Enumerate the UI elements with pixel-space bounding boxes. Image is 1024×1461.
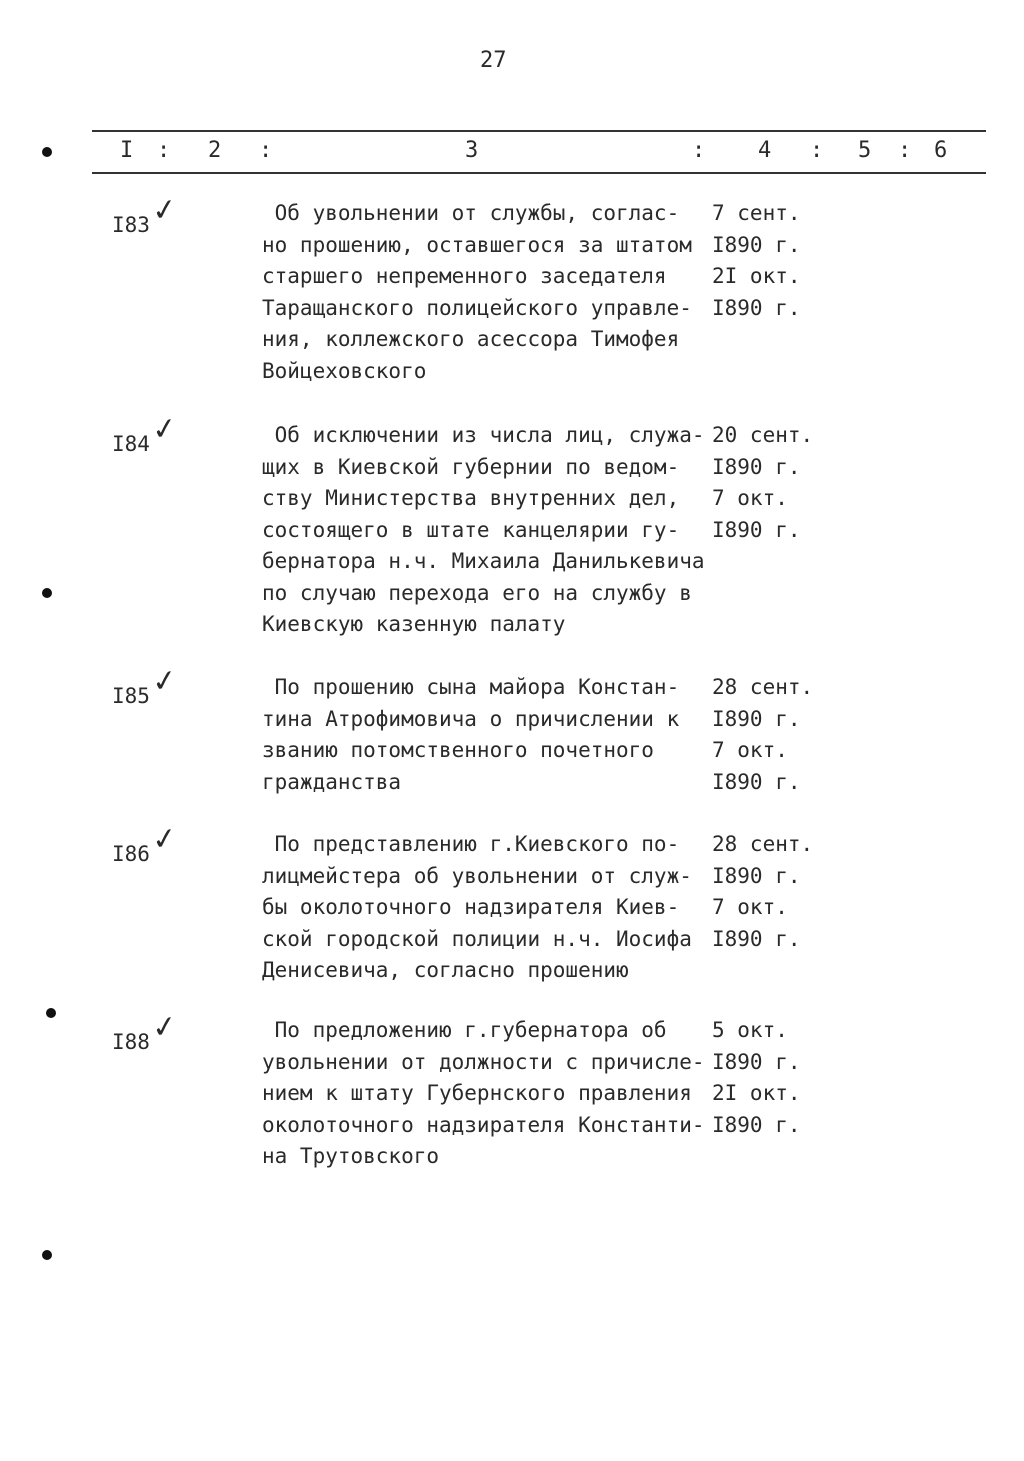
date-line: I890 г. [712, 295, 801, 320]
date-line: 7 сент. [712, 201, 801, 225]
punch-hole [42, 588, 52, 598]
description-line: Денисевича, согласно прошению [262, 958, 629, 982]
date-line: 7 окт. [712, 486, 788, 510]
date-line: I890 г. [712, 863, 801, 888]
col-header-4: 4 [758, 138, 772, 163]
description-line: но прошению, оставшегося за штатом [262, 232, 692, 257]
description-line: Киевскую казенную палату [262, 612, 566, 636]
punch-hole [46, 1008, 56, 1018]
record-number-text: I83 [112, 213, 150, 237]
date-line: I890 г. [712, 1112, 801, 1137]
record-dates [712, 198, 842, 324]
date-line: 2I окт. [712, 1081, 801, 1105]
description-line: По прошению сына майора Констан- [262, 675, 680, 699]
description-line: щих в Киевской губернии по ведом- [262, 454, 680, 479]
record-number-text: I85 [112, 684, 150, 708]
date-line: 7 окт. [712, 895, 788, 919]
description-line: тина Атрофимовича о причислении к [262, 706, 680, 731]
record-number [112, 410, 180, 459]
description-line: По предложению г.губернатора об [262, 1018, 667, 1042]
date-line: I890 г. [712, 926, 801, 951]
col-header-separator: : [692, 138, 706, 163]
date-line: I890 г. [712, 454, 801, 479]
header-top-rule [92, 130, 986, 132]
date-line: 5 окт. [712, 1018, 788, 1042]
description-line: гражданства [262, 769, 402, 794]
date-line: I890 г. [712, 769, 801, 794]
description-line: бернатора н.ч. Михаила Данилькевича [262, 549, 705, 573]
header-bottom-rule [92, 172, 986, 174]
punch-hole [42, 1250, 52, 1260]
record-number-text: I86 [112, 842, 150, 866]
date-line: I890 г. [712, 232, 801, 257]
checkmark-icon: ✓ [149, 1008, 180, 1047]
col-header-3: 3 [465, 138, 479, 163]
description-line: ния, коллежского асессора Тимофея [262, 327, 680, 351]
date-line: 28 сент. [712, 832, 814, 856]
checkmark-icon: ✓ [149, 410, 180, 449]
record-description [262, 420, 717, 641]
description-line: званию потомственного почетного [262, 738, 654, 762]
description-line: Таращанского полицейского управле- [262, 295, 692, 320]
description-line: на Трутовского [262, 1144, 440, 1168]
record-description [262, 672, 717, 798]
record-dates [712, 829, 842, 955]
date-line: 7 окт. [712, 738, 788, 762]
description-line: околоточного надзирателя Константи- [262, 1112, 705, 1137]
record-description [262, 198, 717, 387]
col-header-2: 2 [208, 138, 222, 163]
record-number [112, 662, 180, 711]
record-dates [712, 672, 842, 798]
description-line: лицмейстера об увольнении от служ- [262, 863, 692, 888]
record-description [262, 829, 717, 987]
description-line: Войцеховского [262, 358, 427, 383]
col-header-separator: : [810, 138, 824, 163]
description-line: ской городской полиции н.ч. Иосифа [262, 926, 692, 951]
date-line: I890 г. [712, 517, 801, 542]
col-header-separator: : [898, 138, 912, 163]
checkmark-icon: ✓ [149, 662, 180, 701]
date-line: 28 сент. [712, 675, 814, 699]
col-header-5: 5 [858, 138, 872, 163]
record-number [112, 191, 180, 240]
description-line: По представлению г.Киевского по- [262, 832, 680, 856]
record-number-text: I88 [112, 1030, 150, 1054]
date-line: I890 г. [712, 706, 801, 731]
description-line: бы околоточного надзирателя Киев- [262, 895, 680, 919]
date-line: 20 сент. [712, 423, 814, 447]
description-line: старшего непременного заседателя [262, 264, 667, 288]
punch-hole [42, 147, 52, 157]
record-number [112, 820, 180, 869]
record-dates [712, 1015, 842, 1141]
description-line: ству Министерства внутренних дел, [262, 486, 680, 510]
record-number-text: I84 [112, 432, 150, 456]
description-line: Об увольнении от службы, соглас- [262, 201, 680, 225]
checkmark-icon: ✓ [149, 191, 180, 230]
description-line: по случаю перехода его на службу в [262, 580, 692, 605]
col-header-6: 6 [934, 138, 948, 163]
page-number: 27 [480, 48, 507, 73]
col-header-1: I [120, 138, 134, 163]
description-line: Об исключении из числа лиц, служа- [262, 423, 705, 447]
date-line: 2I окт. [712, 264, 801, 288]
date-line: I890 г. [712, 1049, 801, 1074]
description-line: увольнении от должности с причисле- [262, 1049, 705, 1074]
checkmark-icon: ✓ [149, 820, 180, 859]
col-header-separator: : [259, 138, 273, 163]
record-number [112, 1008, 180, 1057]
col-header-separator: : [157, 138, 171, 163]
record-dates [712, 420, 842, 546]
record-description [262, 1015, 717, 1173]
description-line: нием к штату Губернского правления [262, 1081, 692, 1105]
description-line: состоящего в штате канцелярии гу- [262, 517, 680, 542]
